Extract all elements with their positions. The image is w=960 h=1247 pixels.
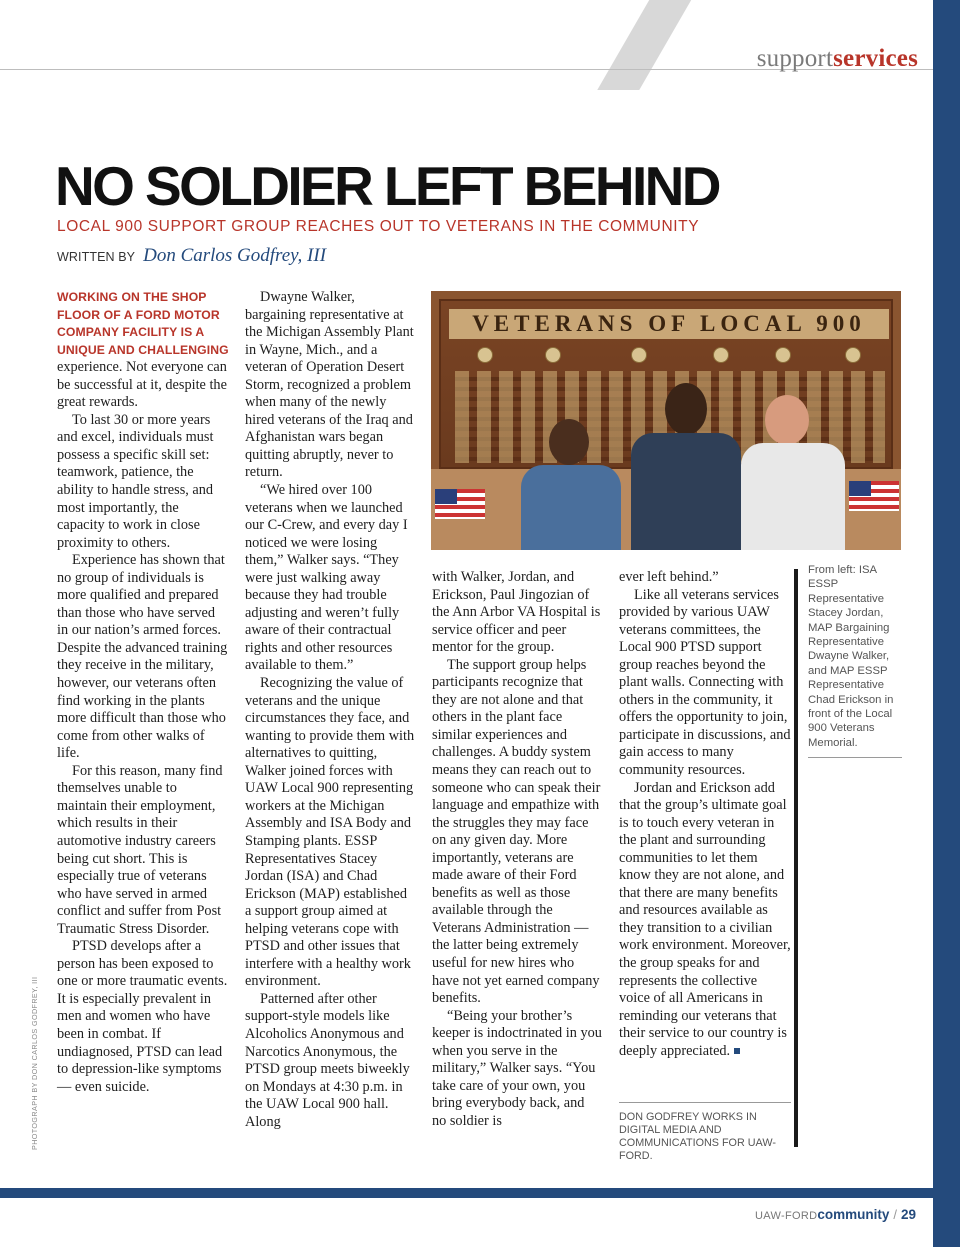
byline [57,245,326,267]
byline-author: Don Carlos Godfrey, III [143,245,327,266]
military-seal-icon [545,347,561,363]
paragraph: “We hired over 100 veterans when we launched our C-Crew, and every day I noticed we were losing them,” Walker says. “They were just walking away because they had trouble adjusting and weren’t fully aware of their contractual rights and other resources available to them.” [245,482,408,674]
section-label-bold: services [833,45,918,72]
header-slash-decoration [597,0,697,90]
author-bio-rule [619,1102,791,1103]
article-subtitle: LOCAL 900 SUPPORT GROUP REACHES OUT TO VETERANS IN THE COMMUNITY [57,218,700,235]
column-rule [794,569,798,1147]
lead-text: experience. Not everyone can be successful at it, despite the great rewards. [57,359,227,411]
us-flag-icon [435,489,485,519]
military-seal-icon [477,347,493,363]
paragraph: Recognizing the value of veterans and the unique circumstances they face, and wanting to provide them with alternatives to quitting, Walker joined forces with UAW Local 900 representing workers at the Michigan Assembly and ISA Body and Stamping plants. ESSP Representatives Stacey Jordan (ISA) and Chad Erickson (MAP) established a support group aimed at helping veterans cope with PTSD and other issues that interfere with a healthy work environment. [245,675,415,990]
article-title: NO SOLDIER LEFT BEHIND [55,155,719,217]
lead-paragraph [57,289,229,412]
paragraph: “Being your brother’s keeper is indoctrinated in you when you serve in the military,” Walker says. “You take care of your own, you bring everybody back, and no soldier is [432,1007,602,1129]
byline-prefix: WRITTEN BY [57,250,136,264]
military-seal-icon [713,347,729,363]
page-footer [755,1206,916,1224]
lead-in: WORKING ON THE SHOP FLOOR OF A FORD MOTOR COMPANY FACILITY IS A UNIQUE AND CHALLENGING [57,290,229,357]
military-seal-icon [631,347,647,363]
paragraph [619,780,791,1061]
military-seal-icon [845,347,861,363]
footer-bar [0,1188,933,1198]
paragraph: Like all veterans services provided by various UAW veterans committees, the Local 900 PTSD support group reaches beyond the plant walls. Connecting with others in the community, it offers the opportunity to join, participate in discussions, and gain access to many community resources. [619,586,791,779]
publication-name: community [817,1207,890,1222]
paragraph: The support group helps participants recognize that they are not alone and that others in the plant face similar experiences and challenges. A buddy system means they can reach out to someone who can speak their language and empathize with the struggles they may face on any given day. More importantly, veterans are made aware of their Ford benefits as well as those available through the Veterans Administration — the latter being extremely useful for new hires who have not yet earned company benefits. [432,656,601,1007]
paragraph: Dwayne Walker, bargaining representative at the Michigan Assembly Plant in Wayne, Mich., and a veteran of Operation Desert Storm, recognized a problem when many of the newly hired veterans of the Iraq and Afghanistan wars began quitting abruptly, never to return. [245,289,414,481]
us-flag-icon [849,481,899,511]
section-label [757,45,918,73]
article-column-1 [57,289,229,1096]
paragraph: For this reason, many find themselves unable to maintain their employment, which results in their automotive industry careers being cut short. This is especially true of veterans who have served in armed conflict and suffer from Post Traumatic Stress Disorder. [57,762,223,937]
paragraph: PTSD develops after a person has been exposed to one or more traumatic events. It is especially prevalent in men and women who have been in combat. If undiagnosed, PTSD can lead to depression-like symptoms — even suicide. [57,938,228,1095]
paragraph: ever left behind.” [619,569,719,585]
page-number: 29 [900,1207,916,1222]
final-paragraph-text: Jordan and Erickson add that the group’s ultimate goal is to touch every veteran in the plant and surrounding communities to let them know they are not alone, and that there are many benefits and resources available as they transition to a civilian work environment. Moreover, the group speaks for and represents the collective voice of all Americans in reminding our veterans that their service to our country is deeply appreciated. [619,779,791,1059]
article-column-2 [245,289,415,1131]
footer-separator: / [893,1207,897,1222]
veterans-memorial-photo [431,291,901,550]
article-column-3 [432,569,602,1131]
end-mark-icon [734,1048,740,1054]
photo-credit: PHOTOGRAPH BY DON CARLOS GODFREY, III [30,976,39,1150]
paragraph: with Walker, Jordan, and Erickson, Paul Jingozian of the Ann Arbor VA Hospital is service officer and peer mentor for the group. [432,569,601,656]
plaque-title: VETERANS OF LOCAL 900 [449,309,889,339]
caption-rule [808,757,902,758]
article-column-4 [619,569,791,1060]
publication-prefix: UAW-FORD [755,1210,818,1222]
photo-caption: From left: ISA ESSP Representative Stacey Jordan, MAP Bargaining Representative Dwayne Walker, and MAP ESSP Representative Chad Erickson in front of the Local 900 Veterans Memorial. [808,564,894,749]
paragraph: Patterned after other support-style models like Alcoholics Anonymous and Narcotics Anonymous, the PTSD group meets biweekly on Mondays at 4:30 p.m. in the UAW Local 900 hall. Along [245,990,410,1130]
paragraph: To last 30 or more years and excel, individuals must possess a specific skill set: teamwork, patience, the ability to handle stress, and most importantly, the capacity to work in close proximity to others. [57,411,214,551]
author-bio: DON GODFREY WORKS IN DIGITAL MEDIA AND COMMUNICATIONS FOR UAW-FORD. [619,1111,776,1162]
paragraph: Experience has shown that no group of individuals is more qualified and prepared than those who have served in our nation’s armed forces. Despite the advanced training they receive in the military, however, our veterans often find working in the plants more difficult than those who come from other walks of life. [57,552,228,762]
right-margin-bar [933,0,960,1247]
section-label-light: support [756,45,834,72]
military-seal-icon [775,347,791,363]
